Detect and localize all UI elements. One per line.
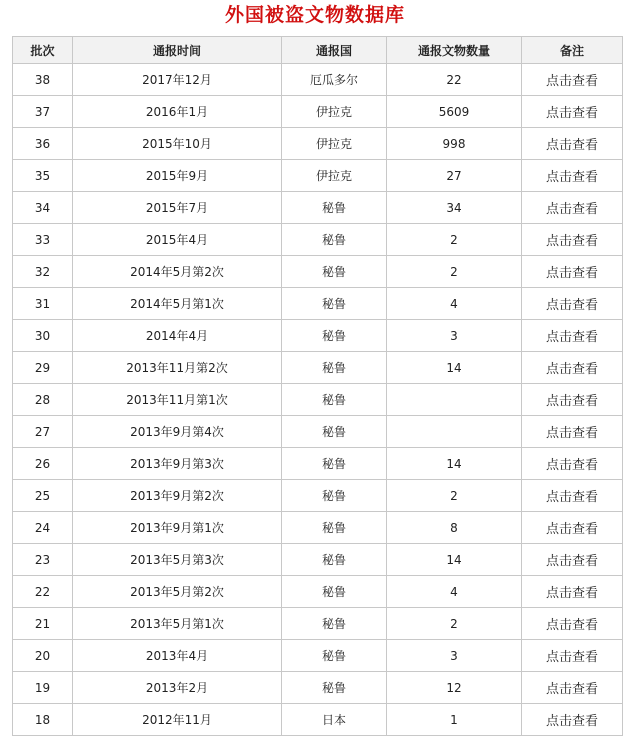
view-details-link[interactable]: 点击查看 — [545, 74, 598, 89]
view-details-link[interactable]: 点击查看 — [545, 554, 598, 569]
cell-relic-count: 14 — [387, 448, 522, 480]
table-row — [13, 512, 623, 544]
cell-relic-count: 4 — [387, 576, 522, 608]
cell-batch: 24 — [13, 512, 73, 544]
cell-note — [522, 608, 623, 640]
table-row — [13, 704, 623, 736]
cell-report-date: 2012年11月 — [73, 704, 282, 736]
table-row — [13, 416, 623, 448]
cell-relic-count — [387, 416, 522, 448]
table-row — [13, 544, 623, 576]
table-row — [13, 576, 623, 608]
cell-report-date: 2017年12月 — [73, 64, 282, 96]
cell-note — [522, 512, 623, 544]
cell-report-country: 伊拉克 — [282, 128, 387, 160]
view-details-link[interactable]: 点击查看 — [545, 202, 598, 217]
table-row — [13, 608, 623, 640]
table-row — [13, 352, 623, 384]
view-details-link[interactable]: 点击查看 — [545, 650, 598, 665]
cell-report-date: 2013年11月第1次 — [73, 384, 282, 416]
view-details-link[interactable]: 点击查看 — [545, 266, 598, 281]
cell-relic-count: 2 — [387, 224, 522, 256]
cell-note — [522, 288, 623, 320]
view-details-link[interactable]: 点击查看 — [545, 138, 598, 153]
view-details-link[interactable]: 点击查看 — [545, 522, 598, 537]
cell-report-date: 2013年5月第2次 — [73, 576, 282, 608]
cell-report-country: 秘鲁 — [282, 448, 387, 480]
cell-note — [522, 224, 623, 256]
table-row — [13, 480, 623, 512]
cell-report-date: 2013年9月第1次 — [73, 512, 282, 544]
cell-report-country: 秘鲁 — [282, 480, 387, 512]
cell-relic-count: 22 — [387, 64, 522, 96]
cell-batch: 27 — [13, 416, 73, 448]
cell-note — [522, 64, 623, 96]
cell-batch: 30 — [13, 320, 73, 352]
cell-batch: 25 — [13, 480, 73, 512]
cell-report-country: 伊拉克 — [282, 96, 387, 128]
cell-batch: 23 — [13, 544, 73, 576]
cell-relic-count: 8 — [387, 512, 522, 544]
page-title: 外国被盗文物数据库 — [224, 4, 405, 26]
cell-note — [522, 192, 623, 224]
cell-report-country: 伊拉克 — [282, 160, 387, 192]
cell-report-date: 2013年11月第2次 — [73, 352, 282, 384]
cell-note — [522, 416, 623, 448]
table-body — [13, 64, 623, 736]
cell-note — [522, 384, 623, 416]
view-details-link[interactable]: 点击查看 — [545, 682, 598, 697]
cell-batch: 18 — [13, 704, 73, 736]
cell-report-date: 2013年9月第2次 — [73, 480, 282, 512]
cell-report-country: 秘鲁 — [282, 416, 387, 448]
table-row — [13, 128, 623, 160]
cell-report-date: 2013年2月 — [73, 672, 282, 704]
cell-relic-count — [387, 384, 522, 416]
view-details-link[interactable]: 点击查看 — [545, 362, 598, 377]
cell-batch: 28 — [13, 384, 73, 416]
cell-report-country: 日本 — [282, 704, 387, 736]
cell-batch: 21 — [13, 608, 73, 640]
cell-note — [522, 96, 623, 128]
view-details-link[interactable]: 点击查看 — [545, 586, 598, 601]
cell-report-country: 厄瓜多尔 — [282, 64, 387, 96]
cell-relic-count: 998 — [387, 128, 522, 160]
header-note: 备注 — [522, 37, 623, 64]
cell-note — [522, 672, 623, 704]
cell-report-country: 秘鲁 — [282, 576, 387, 608]
table-row — [13, 192, 623, 224]
cell-report-date: 2015年7月 — [73, 192, 282, 224]
cell-report-country: 秘鲁 — [282, 672, 387, 704]
view-details-link[interactable]: 点击查看 — [545, 618, 598, 633]
cell-report-date: 2013年9月第3次 — [73, 448, 282, 480]
cell-batch: 34 — [13, 192, 73, 224]
cell-batch: 32 — [13, 256, 73, 288]
cell-report-country: 秘鲁 — [282, 256, 387, 288]
table-row — [13, 288, 623, 320]
cell-relic-count: 2 — [387, 256, 522, 288]
cell-note — [522, 160, 623, 192]
cell-report-country: 秘鲁 — [282, 608, 387, 640]
cell-batch: 19 — [13, 672, 73, 704]
cell-note — [522, 352, 623, 384]
cell-report-country: 秘鲁 — [282, 192, 387, 224]
cell-relic-count: 14 — [387, 544, 522, 576]
cell-report-country: 秘鲁 — [282, 224, 387, 256]
table-row — [13, 224, 623, 256]
cell-relic-count: 3 — [387, 320, 522, 352]
cell-relic-count: 2 — [387, 608, 522, 640]
cell-report-country: 秘鲁 — [282, 352, 387, 384]
table-header-row — [13, 37, 623, 64]
header-batch: 批次 — [13, 37, 73, 64]
cell-report-date: 2014年5月第2次 — [73, 256, 282, 288]
cell-note — [522, 320, 623, 352]
cell-report-country: 秘鲁 — [282, 512, 387, 544]
cell-report-date: 2015年4月 — [73, 224, 282, 256]
cell-batch: 29 — [13, 352, 73, 384]
cell-note — [522, 128, 623, 160]
cell-relic-count: 3 — [387, 640, 522, 672]
table-row — [13, 448, 623, 480]
cell-relic-count: 5609 — [387, 96, 522, 128]
cell-report-date: 2013年4月 — [73, 640, 282, 672]
table-row — [13, 672, 623, 704]
cell-batch: 26 — [13, 448, 73, 480]
table-row — [13, 320, 623, 352]
table-row — [13, 384, 623, 416]
cell-batch: 22 — [13, 576, 73, 608]
cell-relic-count: 12 — [387, 672, 522, 704]
view-details-link[interactable]: 点击查看 — [545, 234, 598, 249]
header-report-date: 通报时间 — [73, 37, 282, 64]
cell-relic-count: 4 — [387, 288, 522, 320]
cell-relic-count: 34 — [387, 192, 522, 224]
cell-report-date: 2013年5月第3次 — [73, 544, 282, 576]
view-details-link[interactable]: 点击查看 — [545, 298, 598, 313]
cell-relic-count: 14 — [387, 352, 522, 384]
cell-relic-count: 2 — [387, 480, 522, 512]
view-details-link[interactable]: 点击查看 — [545, 106, 598, 121]
cell-report-date: 2013年5月第1次 — [73, 608, 282, 640]
cell-batch: 38 — [13, 64, 73, 96]
header-report-country: 通报国 — [282, 37, 387, 64]
cell-relic-count: 1 — [387, 704, 522, 736]
cell-note — [522, 448, 623, 480]
table-row — [13, 160, 623, 192]
cell-note — [522, 480, 623, 512]
cell-report-country: 秘鲁 — [282, 544, 387, 576]
view-details-link[interactable]: 点击查看 — [545, 490, 598, 505]
cell-report-date: 2014年5月第1次 — [73, 288, 282, 320]
stolen-relics-table — [12, 36, 623, 736]
header-relic-count: 通报文物数量 — [387, 37, 522, 64]
cell-note — [522, 544, 623, 576]
cell-relic-count: 27 — [387, 160, 522, 192]
cell-report-country: 秘鲁 — [282, 320, 387, 352]
cell-batch: 33 — [13, 224, 73, 256]
table-row — [13, 96, 623, 128]
cell-report-date: 2013年9月第4次 — [73, 416, 282, 448]
cell-note — [522, 704, 623, 736]
cell-note — [522, 576, 623, 608]
view-details-link[interactable]: 点击查看 — [545, 330, 598, 345]
cell-note — [522, 640, 623, 672]
cell-batch: 20 — [13, 640, 73, 672]
table-row — [13, 64, 623, 96]
table-row — [13, 256, 623, 288]
view-details-link[interactable]: 点击查看 — [545, 426, 598, 441]
cell-report-date: 2015年10月 — [73, 128, 282, 160]
view-details-link[interactable]: 点击查看 — [545, 458, 598, 473]
cell-report-country: 秘鲁 — [282, 640, 387, 672]
cell-batch: 36 — [13, 128, 73, 160]
cell-note — [522, 256, 623, 288]
cell-batch: 31 — [13, 288, 73, 320]
view-details-link[interactable]: 点击查看 — [545, 714, 598, 729]
cell-report-date: 2014年4月 — [73, 320, 282, 352]
cell-report-date: 2016年1月 — [73, 96, 282, 128]
cell-report-country: 秘鲁 — [282, 288, 387, 320]
view-details-link[interactable]: 点击查看 — [545, 394, 598, 409]
table-row — [13, 640, 623, 672]
cell-batch: 35 — [13, 160, 73, 192]
cell-report-date: 2015年9月 — [73, 160, 282, 192]
view-details-link[interactable]: 点击查看 — [545, 170, 598, 185]
cell-report-country: 秘鲁 — [282, 384, 387, 416]
cell-batch: 37 — [13, 96, 73, 128]
